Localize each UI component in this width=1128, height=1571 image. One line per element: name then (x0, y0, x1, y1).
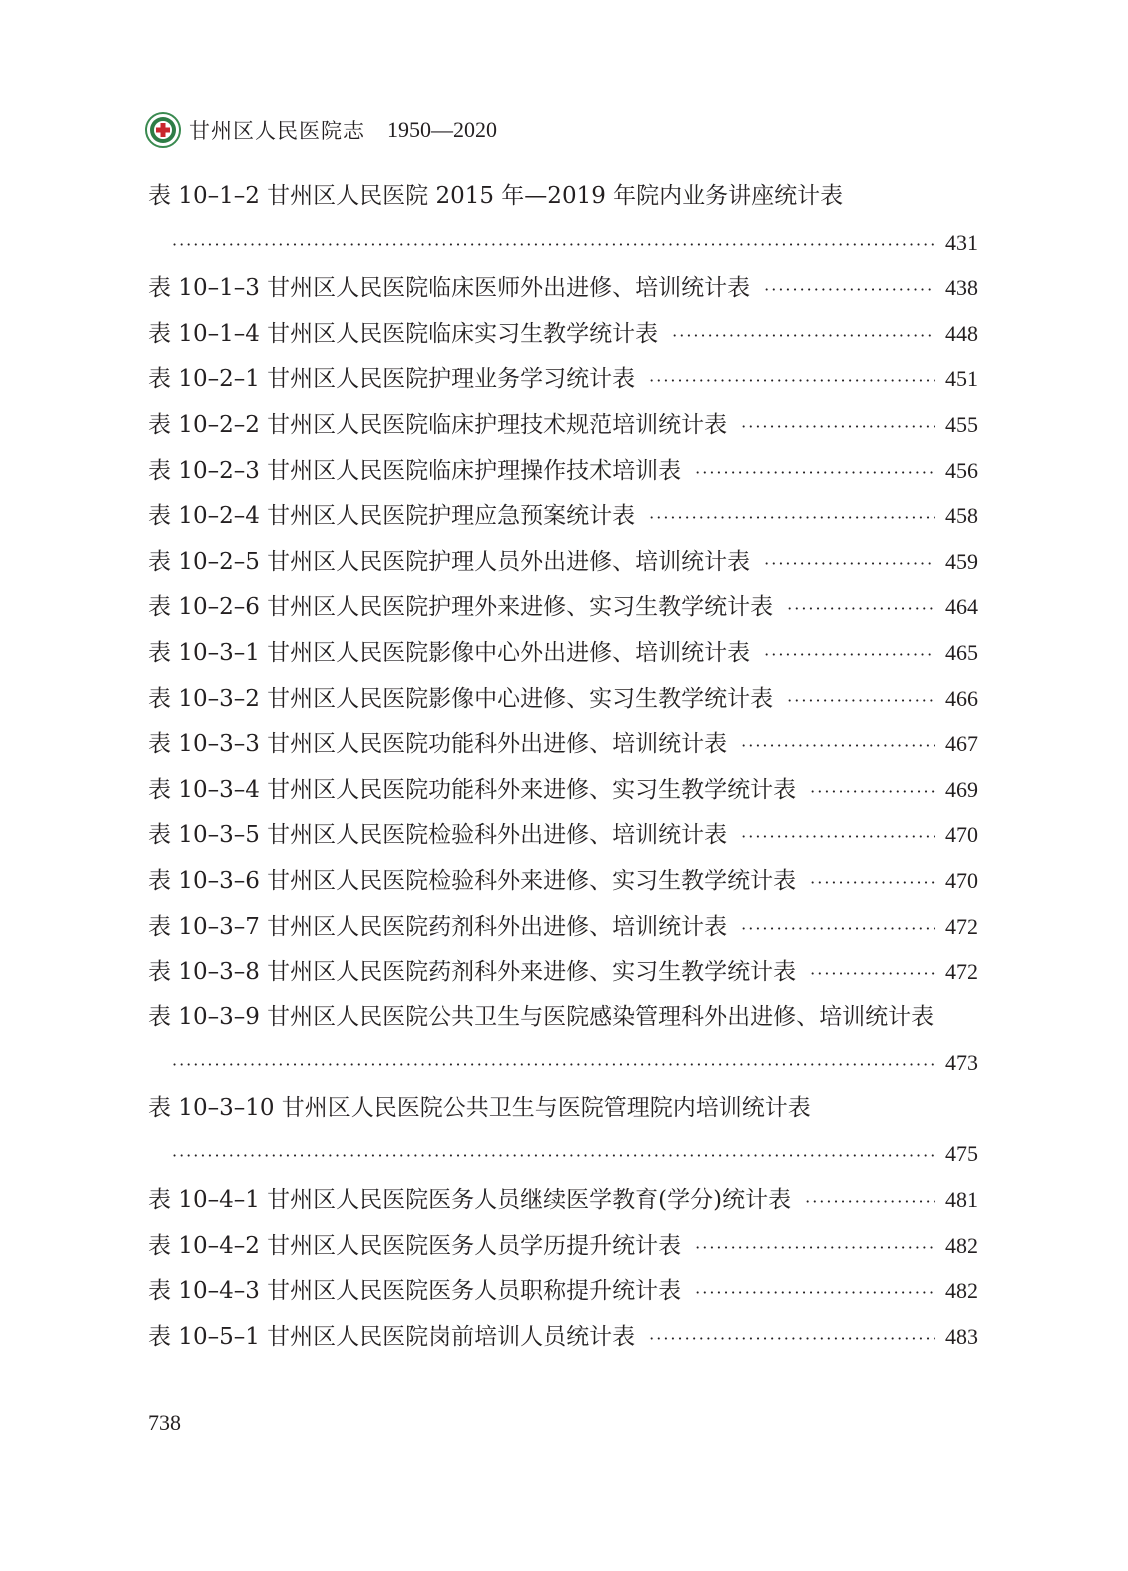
toc-entry (148, 858, 978, 904)
toc-entry-continuation (148, 1131, 978, 1177)
toc-entry-page: 466 (945, 685, 978, 711)
toc-entry (148, 1177, 978, 1223)
toc-entry-label: 表 10–1–3 甘州区人民医院临床医师外出进修、培训统计表 (148, 275, 751, 302)
toc-entry-line (148, 448, 978, 494)
toc-entry-line (148, 311, 978, 357)
dot-leader (695, 1225, 935, 1271)
dot-leader (741, 906, 935, 952)
toc-entry-label: 表 10–2–1 甘州区人民医院护理业务学习统计表 (148, 366, 636, 393)
toc-entry (148, 767, 978, 813)
toc-entry-line (148, 174, 978, 220)
toc-entry (148, 721, 978, 767)
running-header (145, 110, 497, 150)
toc-entry-page: 470 (945, 867, 978, 893)
toc-entry-label: 表 10–3–2 甘州区人民医院影像中心进修、实习生教学统计表 (148, 685, 774, 712)
toc-entry-continuation (148, 1040, 978, 1086)
toc-entry-label: 表 10–3–8 甘州区人民医院药剂科外来进修、实习生教学统计表 (148, 959, 797, 986)
toc-entry-label: 表 10–3–3 甘州区人民医院功能科外出进修、培训统计表 (148, 731, 728, 758)
hospital-emblem-icon (145, 112, 181, 148)
toc-entry-line (148, 584, 978, 630)
toc-entry-label: 表 10–1–4 甘州区人民医院临床实习生教学统计表 (148, 320, 659, 347)
toc-entry-line (148, 949, 978, 995)
dot-leader (741, 404, 935, 450)
dot-leader (672, 313, 935, 359)
toc-entry (148, 311, 978, 357)
toc-entry (148, 1086, 978, 1177)
toc-entry-label: 表 10–4–2 甘州区人民医院医务人员学历提升统计表 (148, 1232, 682, 1259)
dot-leader (764, 267, 935, 313)
toc-entry-page: 464 (945, 594, 978, 620)
toc-entry-page: 483 (945, 1323, 978, 1349)
toc-entry-page: 456 (945, 457, 978, 483)
toc-entry-page: 438 (945, 275, 978, 301)
toc-entry (148, 448, 978, 494)
toc-entry (148, 1268, 978, 1314)
toc-entry-label: 表 10–3–5 甘州区人民医院检验科外出进修、培训统计表 (148, 822, 728, 849)
toc-entry-page: 458 (945, 503, 978, 529)
toc-entry (148, 949, 978, 995)
dot-leader (741, 814, 935, 860)
toc-entry-label: 表 10–3–9 甘州区人民医院公共卫生与医院感染管理科外出进修、培训统计表 (148, 1003, 935, 1030)
toc-entry (148, 1314, 978, 1360)
toc-entry-page: 469 (945, 776, 978, 802)
toc-entry-label: 表 10–4–1 甘州区人民医院医务人员继续医学教育(学分)统计表 (148, 1187, 792, 1214)
toc-entry (148, 995, 978, 1086)
dot-leader (649, 495, 935, 541)
toc-entry-label: 表 10–3–1 甘州区人民医院影像中心外出进修、培训统计表 (148, 639, 751, 666)
toc-entry (148, 265, 978, 311)
toc-entry (148, 493, 978, 539)
toc-entry-page: 475 (945, 1141, 978, 1167)
toc-entry-label: 表 10–2–2 甘州区人民医院临床护理技术规范培训统计表 (148, 411, 728, 438)
toc-entry-page: 448 (945, 320, 978, 346)
dot-leader (649, 1316, 935, 1362)
toc-entry-line (148, 539, 978, 585)
dot-leader (764, 541, 935, 587)
dot-leader (172, 1042, 935, 1088)
toc-entry-line (148, 995, 978, 1041)
toc-entry-line (148, 493, 978, 539)
toc-entry-label: 表 10–2–6 甘州区人民医院护理外来进修、实习生教学统计表 (148, 594, 774, 621)
toc-entry-page: 482 (945, 1232, 978, 1258)
toc-entry-page: 451 (945, 366, 978, 392)
page-number: 738 (148, 1410, 181, 1435)
toc-entry-label: 表 10–2–4 甘州区人民医院护理应急预案统计表 (148, 503, 636, 530)
toc-entry-line (148, 265, 978, 311)
toc-entry-page: 481 (945, 1187, 978, 1213)
dot-leader (810, 769, 935, 815)
toc-entry-line (148, 1086, 978, 1132)
dot-leader (764, 632, 935, 678)
toc-entry (148, 812, 978, 858)
toc-entry-page: 455 (945, 411, 978, 437)
dot-leader (695, 450, 935, 496)
toc-entry-line (148, 767, 978, 813)
toc-entry (148, 174, 978, 265)
dot-leader (805, 1179, 935, 1225)
toc-entry-line (148, 356, 978, 402)
dot-leader (695, 1270, 935, 1316)
dot-leader (787, 678, 935, 724)
dot-leader (787, 586, 935, 632)
toc-entry-label: 表 10–4–3 甘州区人民医院医务人员职称提升统计表 (148, 1278, 682, 1305)
toc-entry (148, 676, 978, 722)
toc-entry-page: 459 (945, 548, 978, 574)
toc-entry (148, 1223, 978, 1269)
toc-entry-line (148, 812, 978, 858)
toc-entry-line (148, 1177, 978, 1223)
toc-entry-page: 467 (945, 731, 978, 757)
toc-entry (148, 904, 978, 950)
toc-entry-line (148, 1223, 978, 1269)
toc-entry (148, 630, 978, 676)
dot-leader (649, 358, 935, 404)
table-of-contents (148, 174, 978, 1359)
toc-entry-line (148, 676, 978, 722)
dot-leader (741, 723, 935, 769)
toc-entry-line (148, 1314, 978, 1360)
toc-entry-page: 473 (945, 1050, 978, 1076)
toc-entry-page: 472 (945, 913, 978, 939)
toc-entry-continuation (148, 220, 978, 266)
toc-entry-label: 表 10–2–5 甘州区人民医院护理人员外出进修、培训统计表 (148, 548, 751, 575)
dot-leader (172, 222, 935, 268)
toc-entry-line (148, 904, 978, 950)
toc-entry-page: 431 (945, 229, 978, 255)
toc-entry-line (148, 858, 978, 904)
toc-entry-page: 470 (945, 822, 978, 848)
toc-entry-line (148, 402, 978, 448)
toc-entry (148, 356, 978, 402)
toc-entry-page: 472 (945, 959, 978, 985)
toc-entry-label: 表 10–5–1 甘州区人民医院岗前培训人员统计表 (148, 1323, 636, 1350)
toc-entry-page: 465 (945, 639, 978, 665)
dot-leader (172, 1133, 935, 1179)
toc-entry (148, 539, 978, 585)
toc-entry-label: 表 10–1–2 甘州区人民医院 2015 年—2019 年院内业务讲座统计表 (148, 183, 844, 209)
toc-entry (148, 584, 978, 630)
toc-entry-label: 表 10–3–10 甘州区人民医院公共卫生与医院管理院内培训统计表 (148, 1094, 811, 1121)
book-years: 1950—2020 (387, 117, 497, 142)
toc-entry-label: 表 10–3–7 甘州区人民医院药剂科外出进修、培训统计表 (148, 913, 728, 940)
dot-leader (810, 860, 935, 906)
toc-entry-page: 482 (945, 1278, 978, 1304)
toc-entry-line (148, 630, 978, 676)
toc-entry-label: 表 10–2–3 甘州区人民医院临床护理操作技术培训表 (148, 457, 682, 484)
dot-leader (810, 951, 935, 997)
book-title: 甘州区人民医院志 (189, 119, 365, 143)
toc-entry-label: 表 10–3–6 甘州区人民医院检验科外来进修、实习生教学统计表 (148, 867, 797, 894)
toc-entry-line (148, 1268, 978, 1314)
toc-entry-label: 表 10–3–4 甘州区人民医院功能科外来进修、实习生教学统计表 (148, 776, 797, 803)
toc-entry (148, 402, 978, 448)
toc-entry-line (148, 721, 978, 767)
